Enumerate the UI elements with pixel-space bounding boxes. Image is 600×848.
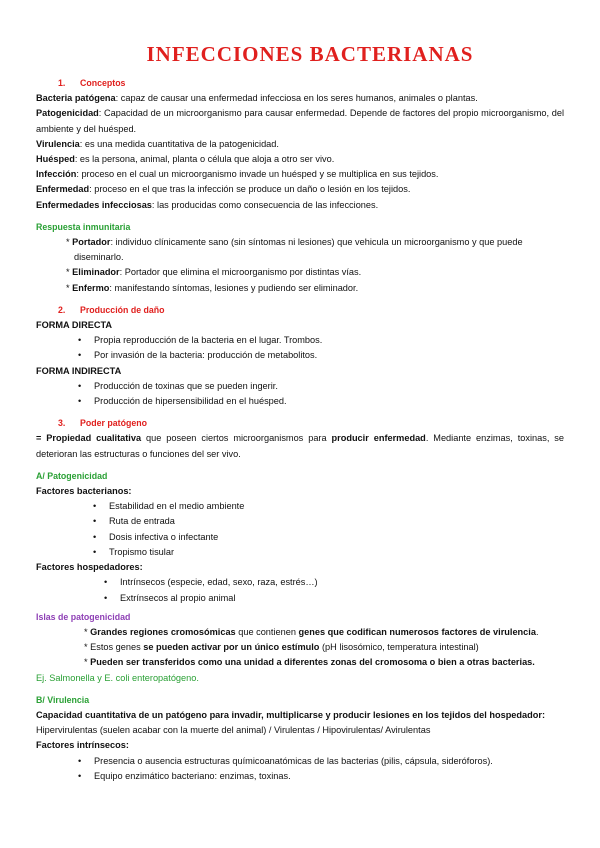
ejemplo-text: Ej. Salmonella y E. coli enteropatógeno. bbox=[36, 672, 199, 683]
star-item: * Pueden ser transferidos como una unidad a diferentes zonas del cromosoma o bien a otras bacterias. bbox=[84, 657, 535, 668]
forma-indirecta-label: FORMA INDIRECTA bbox=[36, 365, 122, 376]
factores-hospedadores-label: Factores hospedadores: bbox=[36, 562, 143, 573]
virulencia-definition: Capacidad cuantitativa de un patógeno para invadir, multiplicarse y producir lesiones en los tejidos del hospedador: bbox=[36, 709, 545, 720]
section-heading-poder-patogeno: 3. Poder patógeno bbox=[58, 418, 147, 429]
list-item: • Ruta de entrada bbox=[36, 514, 564, 529]
definitions-list bbox=[36, 91, 564, 213]
poder-patogeno-definition: = Propiedad cualitativa que poseen ciertos microorganismos para producir enfermedad. Mediante enzimas, toxinas, se deterioran las estructuras o funciones del ser vivo. bbox=[36, 433, 564, 459]
forma-directa-label: FORMA DIRECTA bbox=[36, 320, 113, 331]
list-item: • Intrínsecos (especie, edad, sexo, raza, estrés…) bbox=[36, 575, 564, 590]
section-heading-produccion-dano: 2. Producción de daño bbox=[58, 304, 165, 315]
list-item: • Producción de toxinas que se pueden ingerir. bbox=[36, 379, 564, 394]
factores-bacterianos-list bbox=[36, 499, 564, 560]
subheading-islas-patogenicidad: Islas de patogenicidad bbox=[36, 611, 131, 622]
definition: Bacteria patógena: capaz de causar una enfermedad infecciosa en los seres humanos, animales o plantas. bbox=[36, 93, 478, 104]
page-title: INFECCIONES BACTERIANAS bbox=[146, 42, 474, 66]
star-item: * Portador: individuo clínicamente sano (sin síntomas ni lesiones) que vehicula un microorganismo y que puede diseminarlo. bbox=[66, 237, 523, 263]
star-item: * Eliminador: Portador que elimina el microorganismo por distintas vías. bbox=[66, 267, 362, 278]
section-heading-conceptos: 1. Conceptos bbox=[58, 78, 126, 88]
list-item: • Por invasión de la bacteria: producción de metabolitos. bbox=[36, 348, 564, 363]
star-item: * Grandes regiones cromosómicas que contienen genes que codifican numerosos factores de virulencia. bbox=[84, 626, 539, 637]
subheading-respuesta-inmunitaria: Respuesta inmunitaria bbox=[36, 221, 131, 232]
factores-bacterianos-label: Factores bacterianos: bbox=[36, 486, 132, 497]
list-item: • Equipo enzimático bacteriano: enzimas, toxinas. bbox=[36, 769, 564, 784]
definition: Enfermedad: proceso en el que tras la infección se produce un daño o lesión en los tejidos. bbox=[36, 184, 411, 195]
factores-intrinsecos-label: Factores intrínsecos: bbox=[36, 740, 129, 751]
list-item: • Propia reproducción de la bacteria en el lugar. Trombos. bbox=[36, 333, 564, 348]
star-item: * Enfermo: manifestando síntomas, lesiones y pudiendo ser eliminador. bbox=[66, 282, 359, 293]
list-item: • Extrínsecos al propio animal bbox=[36, 591, 564, 606]
virulencia-tipos: Hipervirulentas (suelen acabar con la muerte del animal) / Virulentas / Hipovirulentas/ Avirulentas bbox=[36, 725, 431, 736]
definition: Patogenicidad: Capacidad de un microorganismo para causar enfermedad. Depende de factores del propio microorganismo, del ambiente y del huésped. bbox=[36, 108, 564, 134]
star-item: * Estos genes se pueden activar por un único estímulo (pH lisosómico, temperatura intestinal) bbox=[84, 642, 479, 653]
list-item: • Tropismo tisular bbox=[36, 545, 564, 560]
definition: Huésped: es la persona, animal, planta o célula que aloja a otro ser vivo. bbox=[36, 154, 335, 165]
definition: Enfermedades infecciosas: las producidas como consecuencia de las infecciones. bbox=[36, 199, 379, 210]
list-item: • Estabilidad en el medio ambiente bbox=[36, 499, 564, 514]
definition: Virulencia: es una medida cuantitativa de la patogenicidad. bbox=[36, 138, 279, 149]
list-item: • Dosis infectiva o infectante bbox=[36, 530, 564, 545]
subheading-patogenicidad: A/ Patogenicidad bbox=[36, 470, 108, 481]
subheading-virulencia: B/ Virulencia bbox=[36, 694, 90, 705]
factores-hospedadores-list bbox=[36, 575, 564, 605]
factores-intrinsecos-list bbox=[36, 754, 564, 784]
list-item: • Producción de hipersensibilidad en el huésped. bbox=[36, 394, 564, 409]
forma-directa-list bbox=[36, 333, 564, 363]
definition: Infección: proceso en el cual un microorganismo invade un huésped y se multiplica en sus tejidos. bbox=[36, 169, 439, 180]
list-item: • Presencia o ausencia estructuras químicoanatómicas de las bacterias (pilis, cápsula, sideróforos). bbox=[36, 754, 564, 769]
forma-indirecta-list bbox=[36, 379, 564, 409]
